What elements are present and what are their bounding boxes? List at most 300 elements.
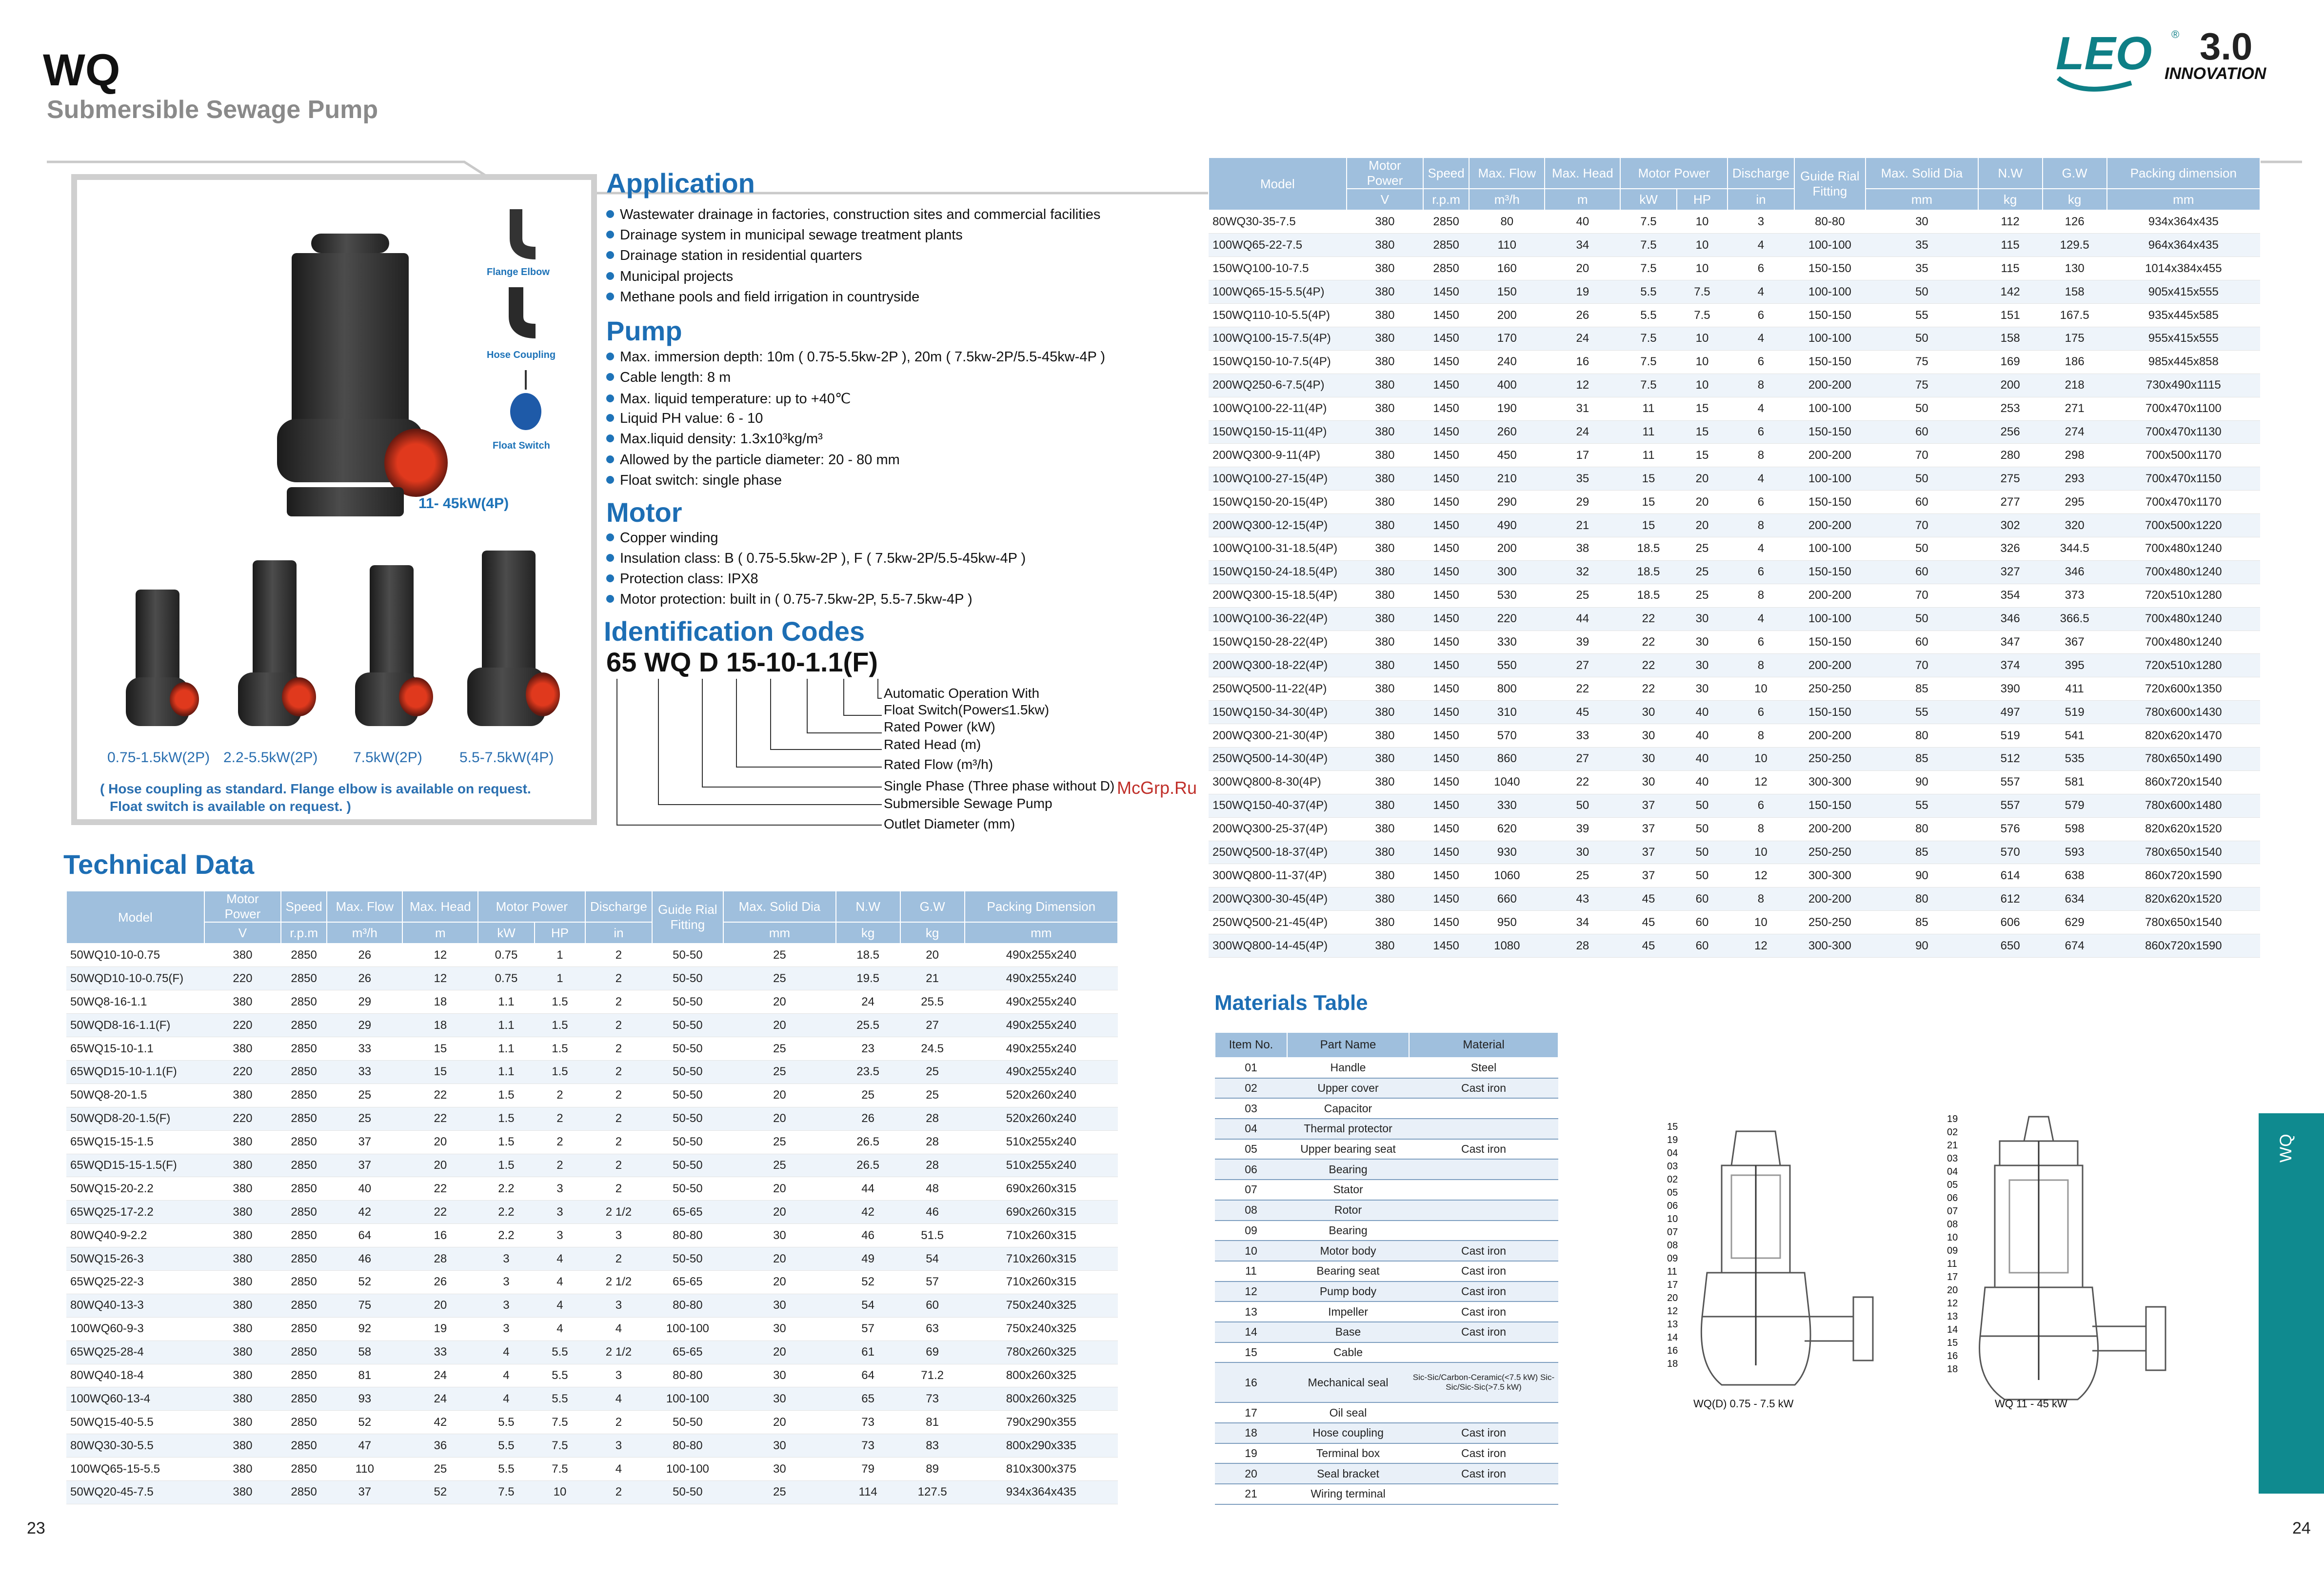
materials-row xyxy=(1215,1139,1558,1160)
table-cell: 346 xyxy=(1978,607,2043,631)
table-cell: 1450 xyxy=(1423,747,1469,770)
table-row xyxy=(66,1411,1118,1434)
table-cell: 380 xyxy=(1347,327,1423,350)
table-cell: 950 xyxy=(1469,911,1545,934)
materials-cell: 20 xyxy=(1215,1463,1287,1484)
table-cell: 380 xyxy=(1347,770,1423,794)
table-cell: 6 xyxy=(1728,701,1794,724)
table-cell: 2 xyxy=(585,1247,652,1271)
table-cell: 30 xyxy=(723,1458,835,1481)
table-cell: 12 xyxy=(1545,374,1620,397)
table-row xyxy=(1209,817,2260,841)
col-header: Speed xyxy=(281,891,327,922)
table-cell: 2.2 xyxy=(478,1224,534,1247)
table-cell: 50 xyxy=(1677,794,1728,817)
model-cell: 150WQ150-20-15(4P) xyxy=(1209,491,1347,514)
table-cell: 700x470x1100 xyxy=(2107,397,2260,420)
materials-cell: Cast iron xyxy=(1409,1281,1558,1302)
model-cell: 65WQ25-17-2.2 xyxy=(66,1201,204,1224)
table-cell: 25 xyxy=(723,1037,835,1061)
table-cell: 65-65 xyxy=(652,1340,724,1364)
diagram-callout-number: 18 xyxy=(1947,1364,1958,1375)
table-row xyxy=(1209,467,2260,491)
diagram-callout-number: 16 xyxy=(1667,1345,1678,1356)
diagram-callout-number: 04 xyxy=(1947,1166,1958,1177)
page-subtitle: Submersible Sewage Pump xyxy=(47,96,378,124)
table-cell: 300 xyxy=(1469,560,1545,584)
model-cell: 65WQD15-15-1.5(F) xyxy=(66,1154,204,1177)
table-cell: 175 xyxy=(2043,327,2107,350)
table-cell: 5.5 xyxy=(535,1340,586,1364)
table-cell: 4 xyxy=(1728,537,1794,560)
table-cell: 25 xyxy=(900,1060,965,1084)
col-header: Discharge xyxy=(585,891,652,922)
table-cell: 25 xyxy=(1677,537,1728,560)
table-cell: 24 xyxy=(402,1387,478,1411)
table-cell: 820x620x1520 xyxy=(2107,817,2260,841)
technical-data-table-2 xyxy=(1208,157,2261,958)
table-cell: 5.5 xyxy=(1620,280,1676,304)
table-cell: 28 xyxy=(402,1247,478,1271)
table-cell: 7.5 xyxy=(535,1411,586,1434)
table-row xyxy=(66,1480,1118,1504)
table-cell: 57 xyxy=(836,1317,900,1340)
pump-item: Float switch: single phase xyxy=(606,473,782,489)
materials-cell: Terminal box xyxy=(1287,1443,1409,1464)
table-cell: 710x260x315 xyxy=(965,1247,1118,1271)
table-cell: 167.5 xyxy=(2043,304,2107,327)
table-cell: 674 xyxy=(2043,934,2107,958)
table-cell: 50-50 xyxy=(652,1411,724,1434)
table-cell: 33 xyxy=(402,1340,478,1364)
table-cell: 10 xyxy=(1728,677,1794,701)
model-cell: 250WQ500-14-30(4P) xyxy=(1209,747,1347,770)
table-cell: 380 xyxy=(1347,841,1423,864)
table-cell: 10 xyxy=(1677,234,1728,257)
table-row xyxy=(1209,677,2260,701)
thumb-pump-2 xyxy=(233,551,316,741)
table-row xyxy=(1209,701,2260,724)
side-tab xyxy=(2259,1113,2324,1494)
table-cell: 39 xyxy=(1545,817,1620,841)
table-cell: 380 xyxy=(1347,654,1423,677)
table-cell: 535 xyxy=(2043,747,2107,770)
table-cell: 2 xyxy=(585,1014,652,1037)
table-cell: 200-200 xyxy=(1794,514,1866,537)
table-cell: 22 xyxy=(1620,677,1676,701)
table-cell: 7.5 xyxy=(1620,327,1676,350)
table-cell: 373 xyxy=(2043,584,2107,607)
table-cell: 1450 xyxy=(1423,934,1469,958)
side-tab-label: WQ xyxy=(2277,1134,2295,1163)
table-cell: 934x364x435 xyxy=(965,1480,1118,1504)
col-header: Motor Power xyxy=(1347,158,1423,189)
table-cell: 490x255x240 xyxy=(965,1014,1118,1037)
table-cell: 0.75 xyxy=(478,967,534,990)
table-cell: 380 xyxy=(1347,747,1423,770)
table-cell: 581 xyxy=(2043,770,2107,794)
thumb-label-2: 2.2-5.5kW(2P) xyxy=(223,749,318,766)
table-row xyxy=(66,990,1118,1014)
table-cell: 2 xyxy=(585,1411,652,1434)
table-cell: 490x255x240 xyxy=(965,944,1118,967)
table-cell: 4 xyxy=(478,1387,534,1411)
diagram-callout-number: 02 xyxy=(1947,1127,1958,1138)
table-cell: 50-50 xyxy=(652,1060,724,1084)
table-cell: 354 xyxy=(1978,584,2043,607)
motor-item: Protection class: IPX8 xyxy=(606,571,758,587)
table-cell: 50-50 xyxy=(652,967,724,990)
table-cell: 1450 xyxy=(1423,491,1469,514)
table-cell: 4 xyxy=(1728,327,1794,350)
table-cell: 22 xyxy=(1545,770,1620,794)
table-cell: 35 xyxy=(1866,234,1978,257)
table-cell: 700x480x1240 xyxy=(2107,537,2260,560)
table-row xyxy=(1209,327,2260,350)
table-cell: 7.5 xyxy=(1677,280,1728,304)
table-cell: 5.5 xyxy=(535,1387,586,1411)
table-cell: 4 xyxy=(478,1340,534,1364)
model-cell: 80WQ30-30-5.5 xyxy=(66,1434,204,1458)
table-cell: 293 xyxy=(2043,467,2107,491)
materials-title: Materials Table xyxy=(1214,991,1368,1015)
table-cell: 1450 xyxy=(1423,514,1469,537)
col-header: N.W xyxy=(836,891,900,922)
table-cell: 380 xyxy=(204,1458,281,1481)
col-header: Guide Rial Fitting xyxy=(652,891,724,944)
motor-item: Motor protection: built in ( 0.75-7.5kw-2P, 5.5-7.5kw-4P ) xyxy=(606,591,973,608)
table-cell: 100-100 xyxy=(1794,607,1866,631)
table-cell: 2850 xyxy=(281,1317,327,1340)
table-cell: 22 xyxy=(402,1177,478,1201)
cross-section-diagram-large xyxy=(1941,1107,2214,1409)
unit-header: V xyxy=(1347,189,1423,210)
model-cell: 150WQ150-40-37(4P) xyxy=(1209,794,1347,817)
table-cell: 220 xyxy=(204,1014,281,1037)
float-switch-image xyxy=(506,370,545,434)
table-cell: 55 xyxy=(1866,701,1978,724)
col-header: Packing dimension xyxy=(2107,158,2260,189)
motor-title: Motor xyxy=(606,497,682,528)
table-cell: 90 xyxy=(1866,934,1978,958)
materials-row xyxy=(1215,1078,1558,1099)
table-cell: 8 xyxy=(1728,444,1794,467)
motor-item: Insulation class: B ( 0.75-5.5kw-2P ), F ( 7.5kw-2P/5.5-45kw-4P ) xyxy=(606,551,1026,567)
table-cell: 3 xyxy=(535,1177,586,1201)
materials-cell xyxy=(1409,1180,1558,1200)
table-cell: 12 xyxy=(1728,864,1794,887)
unit-header: mm xyxy=(723,922,835,944)
table-cell: 85 xyxy=(1866,747,1978,770)
idcodes-label: Rated Head (m) xyxy=(884,737,981,752)
unit-header: V xyxy=(204,922,281,944)
table-cell: 61 xyxy=(836,1340,900,1364)
table-cell: 905x415x555 xyxy=(2107,280,2260,304)
table-cell: 3 xyxy=(478,1317,534,1340)
model-cell: 80WQ30-35-7.5 xyxy=(1209,210,1347,234)
table-cell: 27 xyxy=(900,1014,965,1037)
table-cell: 20 xyxy=(723,1340,835,1364)
flange-elbow-label: Flange Elbow xyxy=(487,267,550,277)
table-cell: 30 xyxy=(723,1364,835,1387)
table-cell: 92 xyxy=(327,1317,402,1340)
model-cell: 150WQ150-15-11(4P) xyxy=(1209,420,1347,444)
table-cell: 26 xyxy=(327,944,402,967)
model-cell: 50WQ8-16-1.1 xyxy=(66,990,204,1014)
watermark: McGrp.Ru xyxy=(1117,778,1197,798)
table-row xyxy=(1209,420,2260,444)
table-row xyxy=(66,1224,1118,1247)
table-cell: 3 xyxy=(478,1294,534,1317)
table-cell: 20 xyxy=(402,1130,478,1154)
table-cell: 8 xyxy=(1728,817,1794,841)
table-cell: 100-100 xyxy=(652,1387,724,1411)
thumb-pump-1 xyxy=(121,580,204,741)
table-cell: 2850 xyxy=(281,1177,327,1201)
table-cell: 780x600x1430 xyxy=(2107,701,2260,724)
materials-cell: 17 xyxy=(1215,1402,1287,1423)
table-cell: 5.5 xyxy=(478,1458,534,1481)
table-cell: 11 xyxy=(1620,420,1676,444)
diagram-callout-number: 17 xyxy=(1947,1272,1958,1282)
cross-section-diagram-small xyxy=(1649,1112,1941,1414)
table-cell: 512 xyxy=(1978,747,2043,770)
table-cell: 1.1 xyxy=(478,990,534,1014)
table-cell: 490 xyxy=(1469,514,1545,537)
table-cell: 29 xyxy=(1545,491,1620,514)
model-cell: 150WQ150-10-7.5(4P) xyxy=(1209,350,1347,374)
materials-cell: 07 xyxy=(1215,1180,1287,1200)
materials-row xyxy=(1215,1159,1558,1180)
table-cell: 28 xyxy=(900,1130,965,1154)
table-cell: 69 xyxy=(900,1340,965,1364)
table-cell: 250-250 xyxy=(1794,747,1866,770)
table-cell: 380 xyxy=(1347,631,1423,654)
table-row xyxy=(1209,210,2260,234)
diagram-callout-number: 17 xyxy=(1667,1280,1678,1290)
materials-cell xyxy=(1409,1098,1558,1119)
table-cell: 36 xyxy=(402,1434,478,1458)
table-cell: 4 xyxy=(1728,607,1794,631)
materials-cell: 09 xyxy=(1215,1221,1287,1241)
product-gallery xyxy=(71,174,597,825)
table-cell: 1450 xyxy=(1423,420,1469,444)
table-cell: 51.5 xyxy=(900,1224,965,1247)
table-cell: 25 xyxy=(723,1130,835,1154)
table-row xyxy=(1209,257,2260,280)
page-title: WQ xyxy=(43,45,120,95)
table-cell: 70 xyxy=(1866,514,1978,537)
table-cell: 1.5 xyxy=(535,1037,586,1061)
table-cell: 411 xyxy=(2043,677,2107,701)
thumb-label-3: 7.5kW(2P) xyxy=(353,749,422,766)
table-cell: 42 xyxy=(402,1411,478,1434)
table-cell: 25 xyxy=(1677,584,1728,607)
table-cell: 44 xyxy=(1545,607,1620,631)
table-cell: 5.5 xyxy=(535,1364,586,1387)
table-cell: 490x255x240 xyxy=(965,967,1118,990)
table-cell: 150-150 xyxy=(1794,491,1866,514)
table-row xyxy=(66,967,1118,990)
table-cell: 60 xyxy=(1677,911,1728,934)
table-cell: 65 xyxy=(836,1387,900,1411)
unit-header: in xyxy=(585,922,652,944)
table-cell: 2850 xyxy=(281,1364,327,1387)
table-cell: 380 xyxy=(204,1224,281,1247)
table-cell: 25 xyxy=(723,1060,835,1084)
unit-header: mm xyxy=(965,922,1118,944)
table-cell: 1450 xyxy=(1423,304,1469,327)
materials-col-header: Part Name xyxy=(1287,1032,1409,1058)
table-cell: 955x415x555 xyxy=(2107,327,2260,350)
model-cell: 200WQ300-21-30(4P) xyxy=(1209,724,1347,748)
materials-cell: 04 xyxy=(1215,1119,1287,1139)
table-cell: 50-50 xyxy=(652,1177,724,1201)
table-cell: 60 xyxy=(900,1294,965,1317)
col-header: Speed xyxy=(1423,158,1469,189)
table-cell: 1450 xyxy=(1423,374,1469,397)
diagram-callout-number: 15 xyxy=(1667,1122,1678,1132)
table-cell: 158 xyxy=(2043,280,2107,304)
table-cell: 1450 xyxy=(1423,397,1469,420)
materials-cell: Bearing seat xyxy=(1287,1261,1409,1281)
table-cell: 330 xyxy=(1469,794,1545,817)
table-cell: 4 xyxy=(585,1458,652,1481)
table-cell: 54 xyxy=(900,1247,965,1271)
table-cell: 3 xyxy=(585,1364,652,1387)
thumb-pump-3 xyxy=(350,555,433,741)
table-cell: 1080 xyxy=(1469,934,1545,958)
table-cell: 1.5 xyxy=(478,1084,534,1107)
pump-item: Cable length: 8 m xyxy=(606,370,731,386)
table-cell: 18.5 xyxy=(836,944,900,967)
table-cell: 50 xyxy=(1866,280,1978,304)
table-cell: 1450 xyxy=(1423,794,1469,817)
pump-item: Max.liquid density: 1.3x10³kg/m³ xyxy=(606,431,823,447)
table-cell: 30 xyxy=(1677,654,1728,677)
application-item: Municipal projects xyxy=(606,269,733,285)
table-cell: 200-200 xyxy=(1794,887,1866,911)
table-cell: 6 xyxy=(1728,794,1794,817)
table-row xyxy=(66,1060,1118,1084)
table-cell: 2 xyxy=(585,990,652,1014)
table-cell: 24 xyxy=(836,990,900,1014)
materials-cell: 21 xyxy=(1215,1484,1287,1504)
table-cell: 7.5 xyxy=(535,1458,586,1481)
table-cell: 25 xyxy=(327,1084,402,1107)
table-cell: 710x260x315 xyxy=(965,1270,1118,1294)
table-row xyxy=(1209,631,2260,654)
diagram-callout-number: 09 xyxy=(1947,1245,1958,1256)
table-cell: 26 xyxy=(327,967,402,990)
table-cell: 2850 xyxy=(281,1107,327,1130)
materials-row xyxy=(1215,1119,1558,1139)
materials-cell: Hose coupling xyxy=(1287,1423,1409,1443)
table-cell: 28 xyxy=(900,1154,965,1177)
table-cell: 71.2 xyxy=(900,1364,965,1387)
table-cell: 200 xyxy=(1978,374,2043,397)
table-cell: 42 xyxy=(327,1201,402,1224)
col-header: Motor Power xyxy=(1620,158,1728,189)
model-cell: 250WQ500-18-37(4P) xyxy=(1209,841,1347,864)
materials-cell xyxy=(1409,1402,1558,1423)
table-row xyxy=(66,1107,1118,1130)
table-cell: 2 xyxy=(585,1177,652,1201)
table-cell: 220 xyxy=(204,1107,281,1130)
table-cell: 380 xyxy=(204,1037,281,1061)
table-cell: 10 xyxy=(535,1480,586,1504)
page-number-left: 23 xyxy=(27,1519,45,1538)
table-cell: 380 xyxy=(204,1177,281,1201)
table-cell: 40 xyxy=(327,1177,402,1201)
table-row xyxy=(66,1177,1118,1201)
table-cell: 2 1/2 xyxy=(585,1340,652,1364)
materials-cell: Upper cover xyxy=(1287,1078,1409,1099)
float-switch-label: Float Switch xyxy=(493,440,550,451)
table-cell: 690x260x315 xyxy=(965,1177,1118,1201)
table-cell: 390 xyxy=(1978,677,2043,701)
table-cell: 700x470x1150 xyxy=(2107,467,2260,491)
table-cell: 50-50 xyxy=(652,990,724,1014)
table-cell: 1 xyxy=(535,944,586,967)
table-cell: 79 xyxy=(836,1458,900,1481)
table-cell: 7.5 xyxy=(1620,350,1676,374)
table-cell: 15 xyxy=(1677,420,1728,444)
table-cell: 20 xyxy=(723,1014,835,1037)
table-cell: 3 xyxy=(1728,210,1794,234)
table-cell: 20 xyxy=(723,1270,835,1294)
table-cell: 8 xyxy=(1728,724,1794,748)
table-cell: 1450 xyxy=(1423,444,1469,467)
pump-item: Allowed by the particle diameter: 20 - 80 mm xyxy=(606,452,900,468)
table-cell: 37 xyxy=(327,1130,402,1154)
table-cell: 2 1/2 xyxy=(585,1270,652,1294)
thumb-label-4: 5.5-7.5kW(4P) xyxy=(459,749,554,766)
table-cell: 48 xyxy=(900,1177,965,1201)
table-cell: 302 xyxy=(1978,514,2043,537)
table-cell: 50 xyxy=(1545,794,1620,817)
diagram-callout-number: 10 xyxy=(1667,1214,1678,1224)
table-cell: 50-50 xyxy=(652,1480,724,1504)
table-cell: 380 xyxy=(1347,560,1423,584)
table-cell: 650 xyxy=(1978,934,2043,958)
table-cell: 346 xyxy=(2043,560,2107,584)
diagram-callout-number: 20 xyxy=(1667,1293,1678,1303)
materials-cell: Handle xyxy=(1287,1058,1409,1078)
table-row xyxy=(1209,514,2260,537)
materials-cell: Cast iron xyxy=(1409,1139,1558,1160)
table-cell: 985x445x858 xyxy=(2107,350,2260,374)
unit-header: kg xyxy=(900,922,965,944)
model-cell: 100WQ100-15-7.5(4P) xyxy=(1209,327,1347,350)
table-cell: 290 xyxy=(1469,491,1545,514)
table-cell: 380 xyxy=(1347,514,1423,537)
logo-version: 3.0 xyxy=(2200,25,2253,68)
application-title: Application xyxy=(606,168,755,198)
table-row xyxy=(1209,397,2260,420)
table-cell: 380 xyxy=(204,944,281,967)
model-cell: 300WQ800-14-45(4P) xyxy=(1209,934,1347,958)
table-cell: 218 xyxy=(2043,374,2107,397)
table-cell: 150-150 xyxy=(1794,701,1866,724)
idcodes-label: Float Switch(Power≤1.5kw) xyxy=(884,702,1050,717)
table-cell: 43 xyxy=(1545,887,1620,911)
unit-header: kW xyxy=(478,922,534,944)
table-cell: 20 xyxy=(723,1177,835,1201)
materials-cell: 12 xyxy=(1215,1281,1287,1302)
table-cell: 1450 xyxy=(1423,467,1469,491)
table-cell: 380 xyxy=(1347,420,1423,444)
